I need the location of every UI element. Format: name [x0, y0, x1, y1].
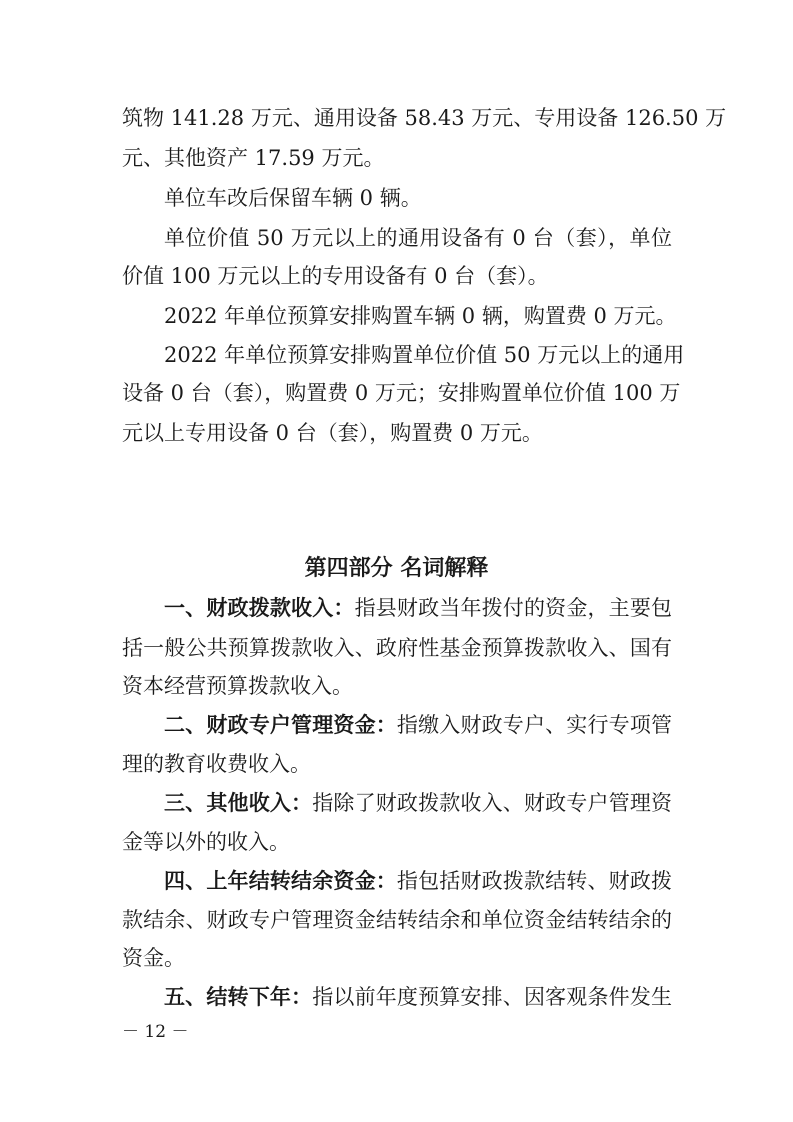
term-label: 二、财政专户管理资金： — [164, 713, 397, 737]
body-text-line: 2022 年单位预算安排购置车辆 0 辆，购置费 0 万元。 — [164, 304, 677, 328]
term-definition-line — [164, 869, 672, 893]
body-text-line: 元、其他资产 17.59 万元。 — [122, 146, 385, 170]
term-label: 三、其他收入： — [164, 791, 313, 815]
body-text-line: 单位车改后保留车辆 0 辆。 — [164, 186, 422, 210]
term-text: 指包括财政拨款结转、财政拨 — [396, 869, 673, 893]
body-text-line: 筑物 141.28 万元、通用设备 58.43 万元、专用设备 126.50 万 — [122, 106, 727, 130]
term-label: 五、结转下年： — [164, 985, 313, 1009]
term-label: 四、上年结转结余资金： — [164, 869, 397, 893]
term-definition-line — [164, 791, 672, 815]
term-definition-line: 括一般公共预算拨款收入、政府性基金预算拨款收入、国有 — [122, 636, 672, 660]
term-text: 指以前年度预算安排、因客观条件发生 — [312, 985, 672, 1009]
body-text-line: 价值 100 万元以上的专用设备有 0 台（套）。 — [122, 264, 549, 288]
term-definition-line — [164, 713, 672, 737]
term-definition-line: 资本经营预算拨款收入。 — [122, 674, 353, 698]
page-number: － 12 － — [122, 1022, 189, 1042]
term-text: 指除了财政拨款收入、财政专户管理资 — [312, 791, 672, 815]
section-title: 第四部分 名词解释 — [304, 556, 489, 581]
body-text-line: 2022 年单位预算安排购置单位价值 50 万元以上的通用 — [164, 343, 685, 367]
term-definition-line — [164, 596, 672, 620]
term-definition-line: 金等以外的收入。 — [122, 830, 290, 854]
term-text: 指缴入财政专户、实行专项管 — [396, 713, 673, 737]
term-text: 指县财政当年拨付的资金，主要包 — [354, 596, 673, 620]
term-definition-line: 款结余、财政专户管理资金结转结余和单位资金结转结余的 — [122, 908, 672, 932]
body-text-line: 单位价值 50 万元以上的通用设备有 0 台（套），单位 — [164, 226, 672, 250]
term-definition-line — [164, 985, 672, 1009]
term-definition-line: 理的教育收费收入。 — [122, 752, 311, 776]
body-text-line: 元以上专用设备 0 台（套），购置费 0 万元。 — [122, 421, 543, 445]
term-label: 一、财政拨款收入： — [164, 596, 355, 620]
body-text-line: 设备 0 台（套），购置费 0 万元；安排购置单位价值 100 万 — [122, 381, 681, 405]
term-definition-line: 资金。 — [122, 946, 185, 970]
